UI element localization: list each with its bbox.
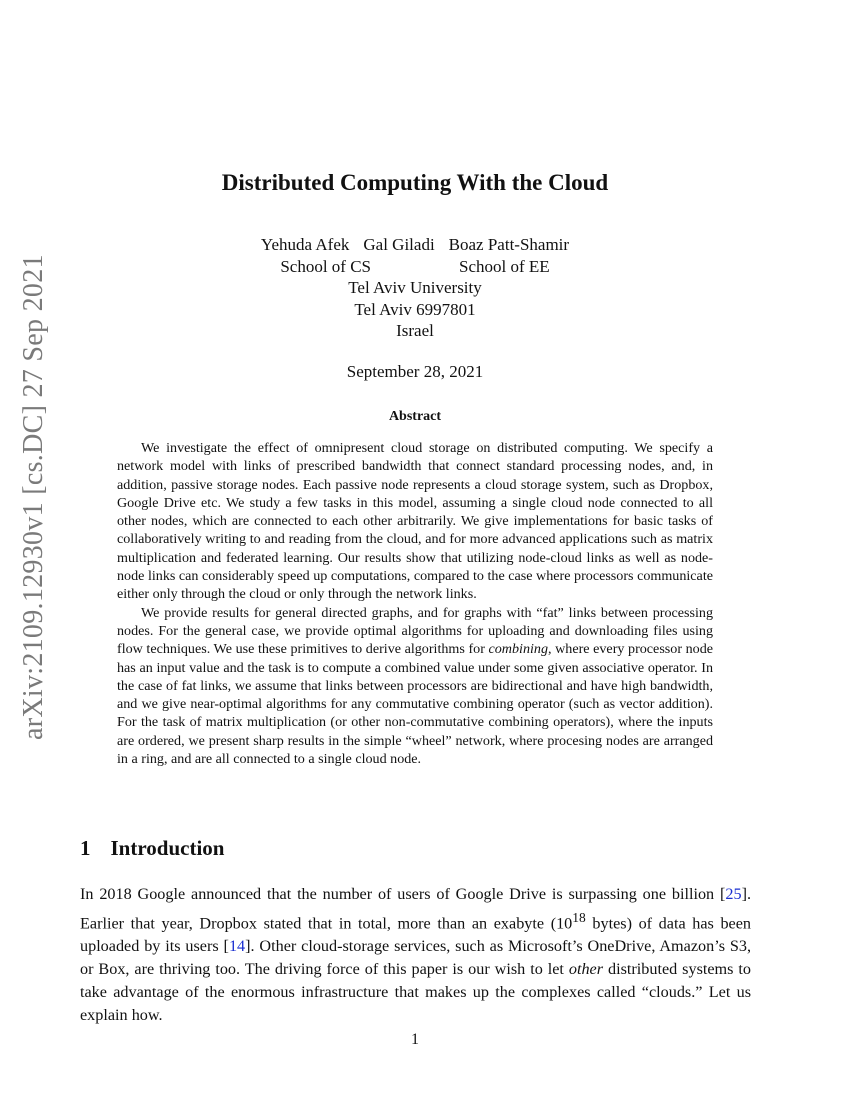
abstract-text: We provide results for general directed graphs, and for graphs with “fat” links between processing nodes. For the general case, we provide optimal algorithms for uploading and downloading files using flow techniques. We use these primitives to derive algorithms for (117, 604, 713, 658)
author-name: Gal Giladi (363, 235, 435, 254)
citation-link[interactable]: 14 (228, 937, 246, 956)
abstract-paragraph (117, 604, 713, 769)
author-name: Boaz Patt-Shamir (448, 235, 570, 254)
emphasis-term: combining (488, 641, 548, 658)
intro-paragraph (80, 883, 751, 1027)
arxiv-identifier-stamp: arXiv:2109.12930v1 [cs.DC] 27 Sep 2021 (18, 254, 49, 740)
page-number: 1 (411, 1031, 419, 1048)
abstract-heading: Abstract (388, 409, 442, 424)
section-title: Introduction (110, 836, 225, 860)
abstract-text: , where every processor node has an input value and the task is to compute a combined value under some given associative operator. In the case of fat links, we assume that links between processors are bidirectional and have high bandwidth, and we give near-optimal algorithms for any commutative combining operator (such as vector addition). For the task of matrix multiplication (or other non-commutative combining operators), where the inputs are ordered, we present sharp results in the simple “wheel” network, where procesing nodes are arranged in a ring, and are all connected to a single cloud node. (117, 641, 714, 768)
section-number: 1 (80, 836, 91, 860)
country: Israel (396, 321, 434, 340)
school-cs: School of CS (280, 256, 372, 276)
city: Tel Aviv 6997801 (354, 299, 476, 319)
author-name: Yehuda Afek (260, 235, 350, 254)
superscript-exponent: 18 (572, 910, 586, 925)
author-schools (200, 256, 630, 278)
section-heading (80, 836, 224, 861)
abstract-body (117, 439, 713, 768)
paper-title: Distributed Computing With the Cloud (221, 170, 609, 195)
university: Tel Aviv University (348, 278, 482, 297)
author-block (200, 234, 630, 342)
school-ee: School of EE (459, 256, 550, 276)
intro-text: In 2018 Google announced that the number of users of Google Drive is surpassing one billion [ (80, 885, 726, 903)
intro-text: ]. Earlier that year, Dropbox stated that in total, more than an exabyte (10 (80, 885, 751, 933)
emphasis-term: other (568, 960, 604, 979)
author-names (200, 234, 630, 256)
abstract-paragraph: We investigate the effect of omnipresent cloud storage on distributed computing. We specify a network model with links of prescribed bandwidth that connect standard processing nodes, and, in addition, passive storage nodes. Each passive node represents a cloud storage system, such as Dropbox, Google Drive etc. We study a few tasks in this model, assuming a single cloud node connected to all other nodes, which are connected to each other arbitrarily. We give implementations for basic tasks of collaboratively writing to and reading from the cloud, and for more advanced applications such as matrix multiplication and federated learning. Our results show that utilizing node-cloud links as well as node-node links can considerably speed up computations, compared to the case where processors communicate either only through the cloud or only through the network links. (117, 440, 713, 603)
intro-text: ]. Other cloud-storage services, such as Microsoft’s OneDrive, Amazon’s S3, or Box, are thriving too. The driving force of this paper is our wish to let (80, 937, 752, 979)
publication-date: September 28, 2021 (346, 362, 484, 381)
citation-link[interactable]: 25 (725, 885, 742, 903)
intro-text: bytes) of data has been uploaded by its users [ (80, 914, 752, 956)
intro-text: distributed systems to take advantage of the enormous infrastructure that makes up the complexes called “clouds.” Let us explain how. (80, 960, 751, 1025)
